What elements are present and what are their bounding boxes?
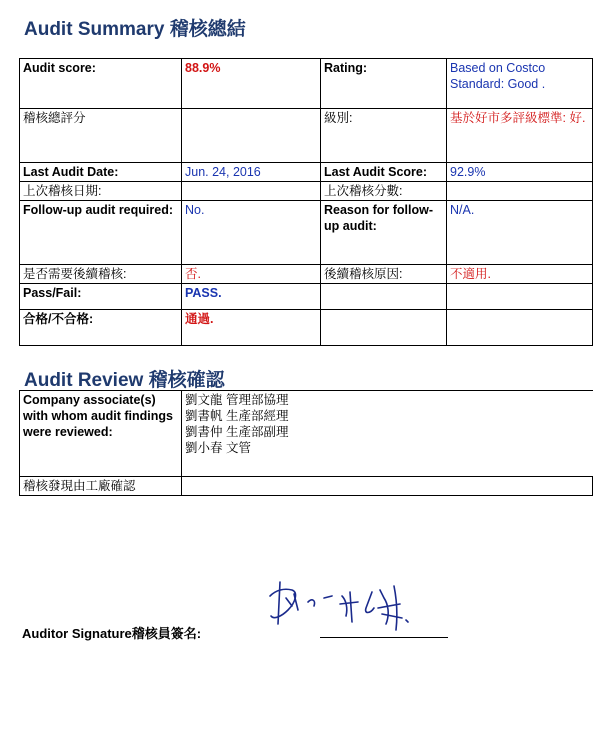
reason-label-zh: 後續稽核原因: (321, 265, 447, 284)
table-row (20, 109, 593, 163)
handwritten-signature (262, 568, 472, 638)
list-item: 劉小春 文管 (185, 441, 251, 455)
audit-score-value-zh (182, 109, 321, 163)
table-row (20, 477, 593, 496)
last-audit-score-label-zh: 上次稽核分數: (321, 182, 447, 201)
rating-value-zh: 基於好市多評級標準: 好. (447, 109, 593, 163)
rating-label: Rating: (321, 59, 447, 109)
audit-summary-title: Audit Summary (24, 19, 165, 40)
last-audit-score-value: 92.9% (447, 163, 593, 182)
audit-summary-title-zh: 稽核總結 (169, 19, 246, 40)
followup-label: Follow-up audit required: (20, 201, 182, 265)
last-audit-date-value: Jun. 24, 2016 (182, 163, 321, 182)
auditor-signature-label: Auditor Signature稽核員簽名: (22, 626, 202, 641)
followup-value: No. (182, 201, 321, 265)
followup-value-zh: 否. (182, 265, 321, 284)
list-item: 劉書帆 生產部經理 (185, 409, 289, 423)
audit-review-title-zh: 稽核確認 (148, 370, 225, 391)
last-audit-date-label: Last Audit Date: (20, 163, 182, 182)
table-row (20, 201, 593, 265)
pass-fail-empty-2 (447, 284, 593, 310)
rating-value: Based on Costco Standard: Good . (447, 59, 593, 109)
table-row (20, 310, 593, 346)
audit-score-value: 88.9% (182, 59, 321, 109)
table-row (20, 163, 593, 182)
table-row (20, 182, 593, 201)
pass-fail-value: PASS. (182, 284, 321, 310)
audit-review-heading (24, 365, 225, 392)
pass-fail-value-zh: 通過. (182, 310, 321, 346)
confirm-label: 稽核發現由工廠確認 (20, 477, 182, 496)
table-row (20, 391, 593, 477)
pass-fail-empty-1 (321, 284, 447, 310)
table-row (20, 284, 593, 310)
audit-review-table (19, 390, 593, 496)
last-audit-score-label: Last Audit Score: (321, 163, 447, 182)
audit-review-title: Audit Review (24, 370, 144, 391)
reason-value: N/A. (447, 201, 593, 265)
reason-label: Reason for follow-up audit: (321, 201, 447, 265)
followup-label-zh: 是否需要後續稽核: (20, 265, 182, 284)
audit-summary-heading (24, 14, 246, 41)
last-audit-score-value-zh (447, 182, 593, 201)
list-item: 劉書仲 生產部副理 (185, 425, 289, 439)
associates-label: Company associate(s) with whom audit findings were reviewed: (20, 391, 182, 477)
last-audit-date-label-zh: 上次稽核日期: (20, 182, 182, 201)
table-row (20, 265, 593, 284)
rating-label-zh: 級別: (321, 109, 447, 163)
pass-fail-zh-empty-2 (447, 310, 593, 346)
reason-value-zh: 不適用. (447, 265, 593, 284)
table-row (20, 59, 593, 109)
last-audit-date-value-zh (182, 182, 321, 201)
pass-fail-zh-empty-1 (321, 310, 447, 346)
list-item: 劉文龍 管理部協理 (185, 393, 289, 407)
pass-fail-label: Pass/Fail: (20, 284, 182, 310)
confirm-value (182, 477, 593, 496)
audit-summary-table (19, 58, 593, 346)
audit-score-label-zh: 稽核總評分 (20, 109, 182, 163)
associates-list (182, 391, 593, 477)
pass-fail-label-zh: 合格/不合格: (20, 310, 182, 346)
audit-score-label: Audit score: (20, 59, 182, 109)
